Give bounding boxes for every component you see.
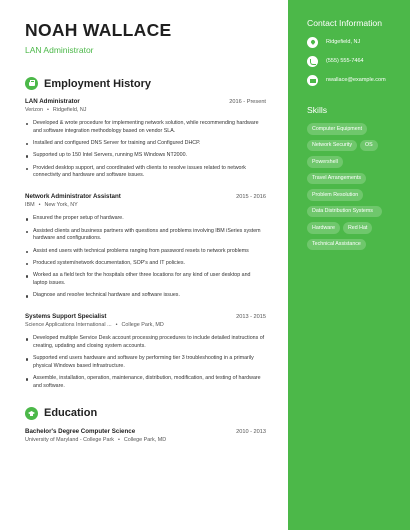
sidebar (288, 0, 410, 530)
bullet: Assist end users with technical problems ranging from password resets to network problems (25, 248, 266, 256)
employment-section-header (25, 77, 266, 90)
bullet: Installed and configured DNS Server for training and Configured DHCP. (25, 140, 266, 148)
bullet: Supported end users hardware and software by performing tier 3 troubleshooting in a primarily physical Windows based infrastructure. (25, 355, 266, 371)
contact-heading: Contact Information (307, 18, 382, 28)
bullet: Produced system/network documentation, SOP's and IT policies. (25, 260, 266, 268)
map-pin-icon (307, 37, 318, 48)
phone-icon (307, 56, 318, 67)
location: College Park, MD (121, 322, 164, 329)
contact-item (307, 37, 400, 48)
skill-chip: Red Hat (343, 222, 372, 234)
separator-dot: • (115, 322, 118, 329)
bullet: Developed & wrote procedure for implementing network solution, while recommending hardware and software integration methodology based on vendor SLA. (25, 120, 266, 136)
location: College Park, MD (123, 436, 167, 443)
contact-list (307, 37, 400, 86)
job-bullets (25, 335, 266, 391)
location: New York, NY (44, 202, 78, 209)
skills-list (307, 123, 399, 250)
job-title: Systems Support Specialist (25, 313, 107, 321)
company: Verizon (25, 107, 43, 113)
job-bullets (25, 120, 266, 180)
job-date: 2016 - Present (229, 99, 266, 105)
job-title: LAN Administrator (25, 98, 80, 105)
skill-chip: OS (360, 140, 378, 152)
skill-chip: Data Distribution Systems (307, 206, 382, 218)
bullet: Diagnose and resolve technical hardware and software issues. (25, 292, 266, 300)
contact-email[interactable]: nwallace@example.com (326, 77, 386, 83)
separator-dot: • (117, 436, 120, 443)
education-date: 2010 - 2013 (236, 428, 266, 435)
job-date: 2013 - 2015 (236, 314, 266, 321)
section-title: Employment History (44, 77, 151, 90)
bullet: Supported up to 150 Intel Servers, running MS Windows NT2000. (25, 152, 266, 160)
candidate-name: NOAH WALLACE (25, 20, 172, 40)
skills-heading: Skills (307, 105, 328, 115)
mail-icon (307, 75, 318, 86)
skill-chip: Computer Equipment (307, 123, 367, 135)
company: Science Applications International ... (25, 322, 112, 329)
job-entry (25, 313, 266, 391)
contact-phone: (555) 555-7464 (326, 58, 364, 64)
job-entry (25, 98, 266, 180)
separator-dot: • (46, 107, 49, 113)
skill-chip: Powershell (307, 156, 343, 168)
job-bullets (25, 215, 266, 300)
skill-chip: Travel Arrangements (307, 173, 366, 185)
skill-chip: Hardware (307, 222, 340, 234)
bullet: Provided desktop support, and coordinated with clients to resolve issues related to network connectivity and hardware and software issues. (25, 165, 266, 181)
graduation-cap-icon (25, 407, 38, 420)
job-entry (25, 193, 266, 300)
job-date: 2015 - 2016 (236, 194, 266, 201)
bullet: Ensured the proper setup of hardware. (25, 215, 266, 223)
section-title: Education (44, 407, 98, 420)
bullet: Worked as a field tech for the hospitals other three locations for any kind of user desktop and laptop issues. (25, 272, 266, 288)
degree: Bachelor's Degree Computer Science (25, 427, 136, 435)
separator-dot: • (38, 202, 41, 209)
education-section-header (25, 407, 266, 420)
contact-location: Ridgefield, NJ (326, 39, 361, 45)
job-title-headline: LAN Administrator (25, 45, 94, 55)
bullet: Assisted clients and business partners with questions and problems involving IBM iSeries system hardware and configurations. (25, 228, 266, 244)
job-title: Network Administrator Assistant (25, 193, 121, 201)
school: University of Maryland - College Park (25, 436, 114, 443)
contact-item (307, 75, 400, 86)
bullet: Developed multiple Service Desk account processing procedures to include detailed instructions of creating, updating and closing system accounts. (25, 335, 266, 351)
skill-chip: Technical Assistance (307, 239, 366, 251)
bullet: Assemble, installation, operation, maintenance, distribution, modification, and testing of hardware and software. (25, 375, 266, 391)
skill-chip: Network Security (307, 140, 357, 152)
briefcase-icon (25, 77, 38, 90)
skill-chip: Problem Resolution (307, 189, 363, 201)
contact-item (307, 56, 400, 67)
company: IBM (25, 202, 35, 209)
location: Ridgefield, NJ (52, 107, 87, 113)
education-entry (25, 428, 266, 443)
